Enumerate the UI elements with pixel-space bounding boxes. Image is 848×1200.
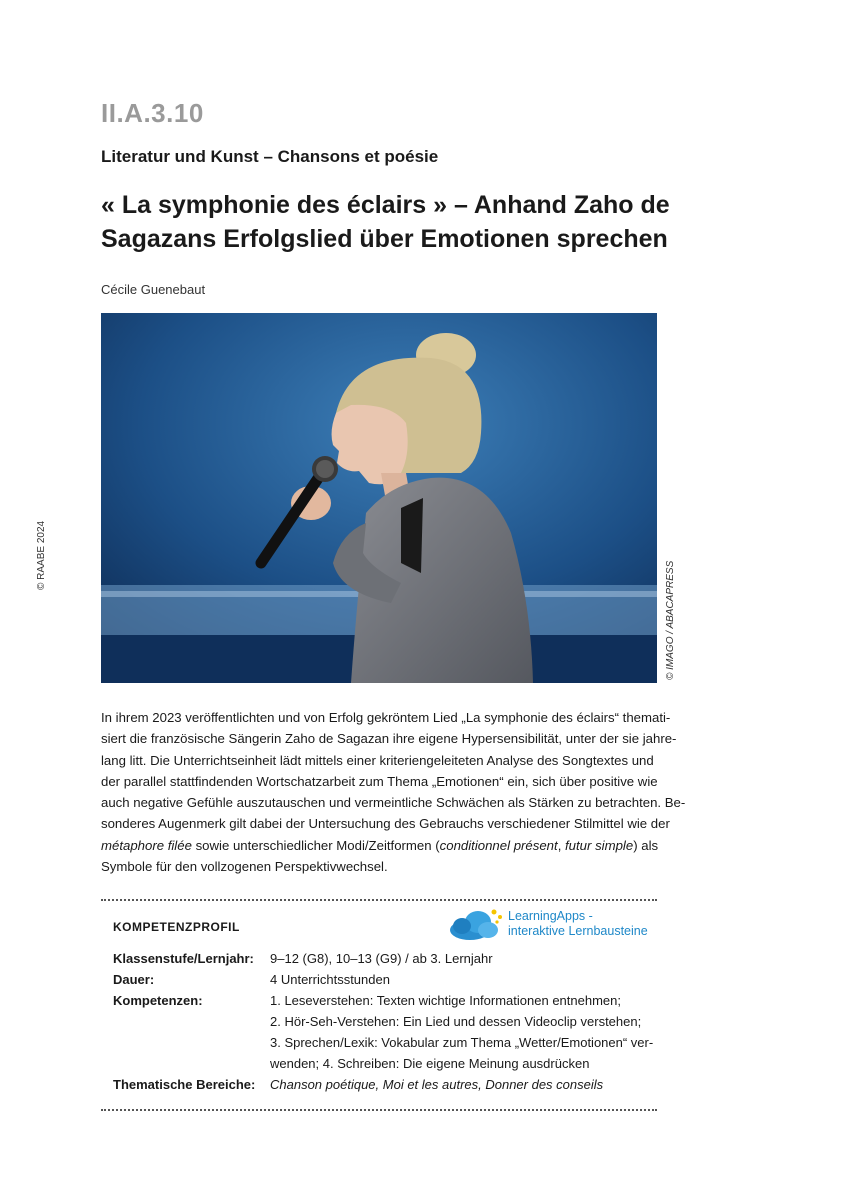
singer-photo [101, 313, 657, 683]
term-metaphore: métaphore filée [101, 837, 192, 853]
row-value [270, 948, 660, 969]
row-label: Thematische Bereiche: [113, 1077, 256, 1092]
author-name: Cécile Guenebaut [101, 282, 206, 297]
term-futur: futur simple [565, 837, 634, 853]
row-value-line: 3. Sprechen/Lexik: Vokabular zum Thema „Wetter/Emotionen“ ver- [270, 1035, 654, 1050]
intro-text: sowie unterschiedlicher Modi/Zeitformen ( [191, 837, 440, 853]
intro-line: sonderes Augenmerk gilt dabei der Untersuchung des Gebrauchs verschiedener Stilmittel wie der [101, 816, 670, 832]
learningapps-label[interactable] [508, 909, 648, 939]
dotted-divider-top [101, 899, 657, 901]
title-line: « La symphonie des éclairs » – Anhand Zaho de [101, 191, 670, 219]
unit-code: II.A.3.10 [101, 98, 204, 128]
row-value-line: Chanson poétique, Moi et les autres, Donner des conseils [270, 1077, 604, 1092]
learningapps-cloud-icon[interactable] [448, 906, 508, 942]
title-line: Sagazans Erfolgslied über Emotionen sprechen [101, 225, 668, 253]
photo-credit: © IMAGO / ABACAPRESS [665, 560, 676, 680]
intro-line [101, 835, 661, 856]
intro-line: siert die französische Sängerin Zaho de Sagazan ihre eigene Hypersensibilität, unter der sie jahre- [101, 731, 677, 747]
singer-illustration [101, 313, 657, 683]
intro-line: der parallel stattfindenden Wortschatzarbeit zum Thema „Emotionen“ ein, sich über positive wie [101, 773, 658, 789]
intro-paragraph [101, 707, 686, 877]
series-subtitle: Literatur und Kunst – Chansons et poésie [101, 147, 439, 166]
learningapps-line: interaktive Lernbausteine [508, 924, 648, 938]
row-value-line: 1. Leseverstehen: Texten wichtige Informationen entnehmen; [270, 993, 621, 1008]
row-value [270, 990, 660, 1074]
learningapps-line: LearningApps - [508, 909, 593, 923]
intro-text: , [557, 837, 566, 853]
row-label: Kompetenzen: [113, 993, 203, 1008]
row-label: Dauer: [113, 972, 155, 987]
row-value [270, 969, 660, 990]
row-value-line: 4 Unterrichtsstunden [270, 972, 390, 987]
intro-line: Symbole für den vollzogenen Perspektivwechsel. [101, 859, 388, 875]
row-value [270, 1074, 660, 1095]
copyright-side-label: © RAABE 2024 [36, 520, 47, 590]
intro-line: lang litt. Die Unterrichtseinheit lädt mittels einer kriteriengeleiteten Analyse des Songtextes und [101, 752, 654, 768]
row-label: Klassenstufe/Lernjahr: [113, 951, 254, 966]
intro-text: ) als [633, 837, 659, 853]
intro-line: auch negative Gefühle auszutauschen und vermeintliche Schwächen als Stärken zu betrachten. Be- [101, 795, 686, 811]
intro-line: In ihrem 2023 veröffentlichten und von Erfolg gekröntem Lied „La symphonie des éclairs“ themati- [101, 710, 671, 725]
profile-heading: KOMPETENZPROFIL [113, 920, 240, 934]
page-title [101, 188, 701, 256]
term-conditionnel: conditionnel présent [439, 837, 558, 853]
row-value-line: wenden; 4. Schreiben: Die eigene Meinung ausdrücken [270, 1056, 590, 1071]
row-value-line: 2. Hör-Seh-Verstehen: Ein Lied und dessen Videoclip verstehen; [270, 1014, 642, 1029]
row-value-line: 9–12 (G8), 10–13 (G9) / ab 3. Lernjahr [270, 951, 493, 966]
dotted-divider-bottom [101, 1109, 657, 1111]
